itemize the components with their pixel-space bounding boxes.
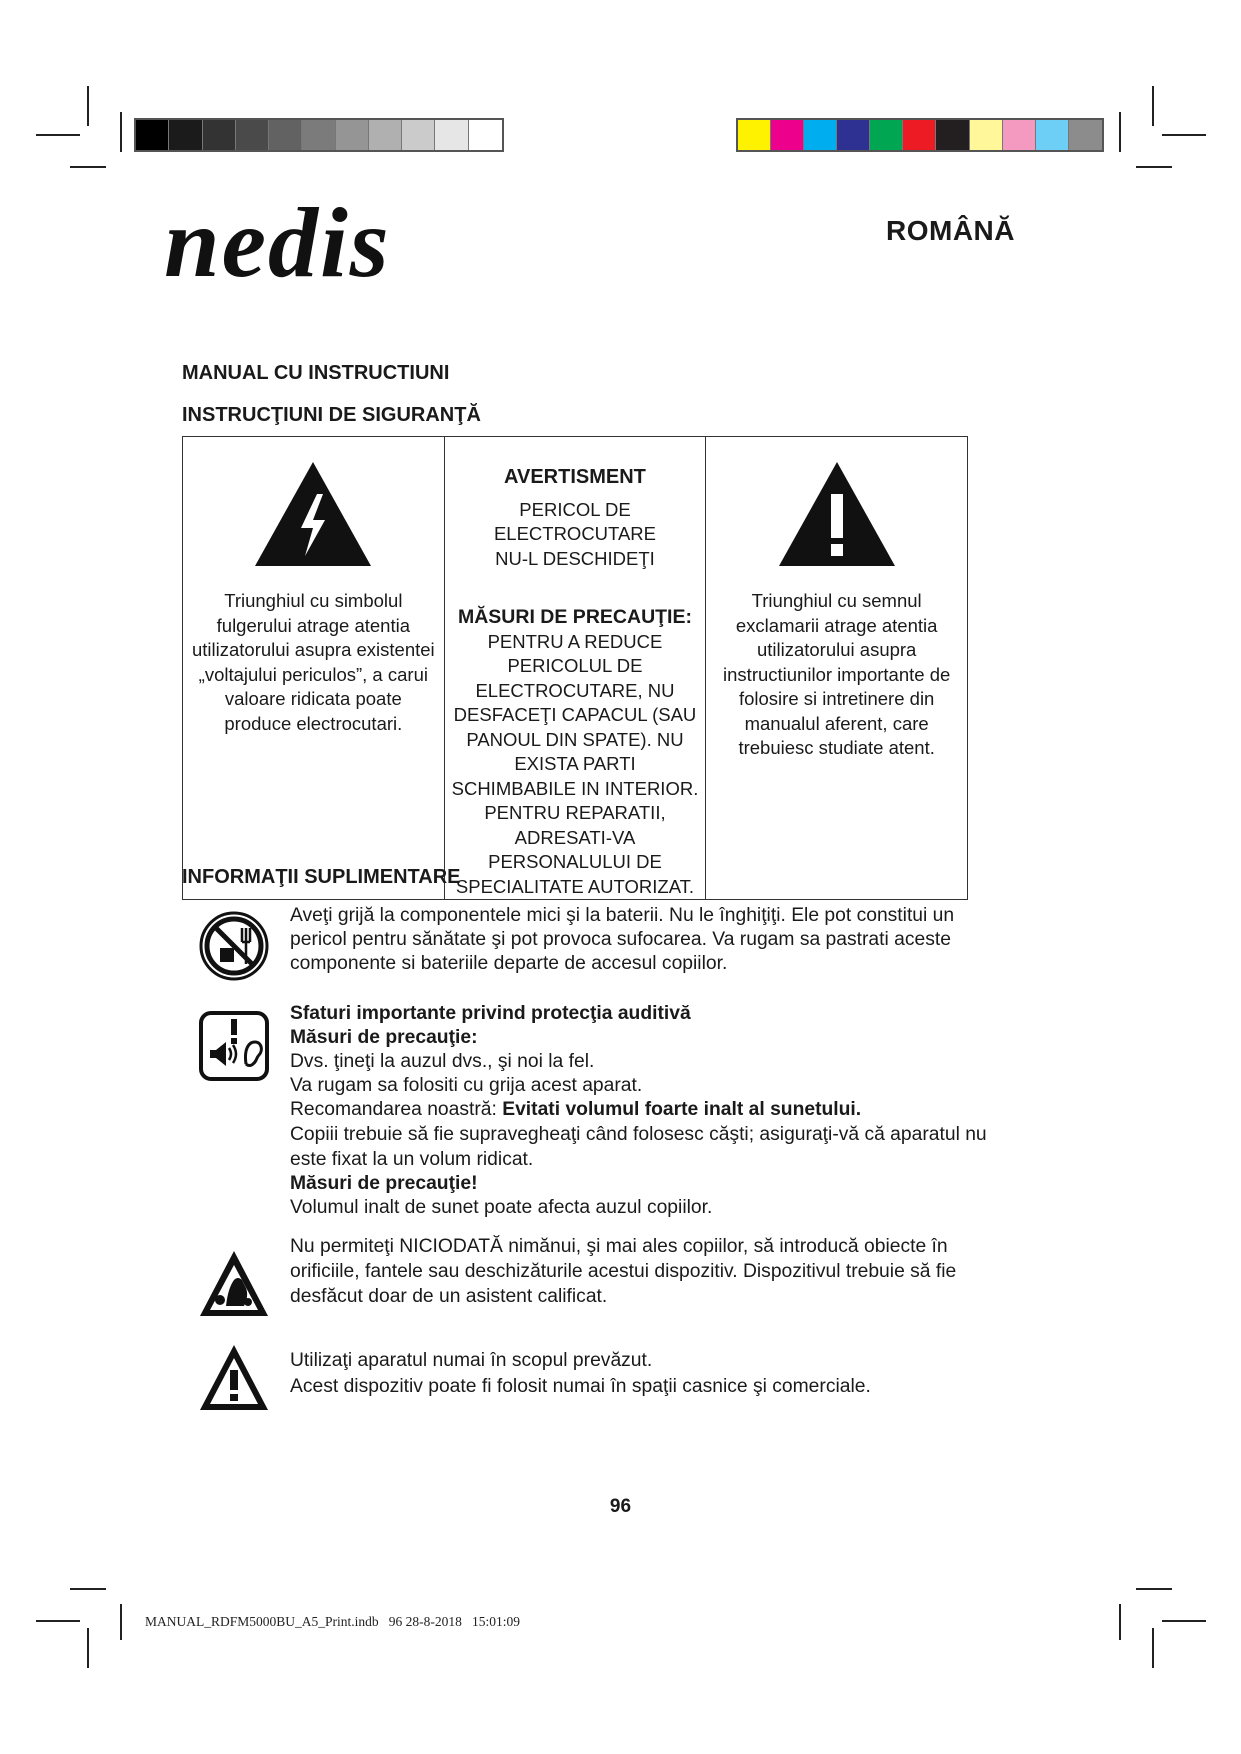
color-swatch (269, 120, 302, 150)
caution-title: MĂSURI DE PRECAUŢIE: (457, 606, 692, 628)
no-objects-text (290, 1234, 990, 1309)
exclamation-cell (706, 437, 968, 900)
grayscale-color-bar (134, 118, 504, 152)
hearing-line-2: Va rugam sa folositi cu grija acest aparat. (290, 1075, 643, 1096)
color-swatch (837, 120, 870, 150)
safety-warning-table (182, 436, 968, 900)
hearing-text (290, 1002, 990, 1220)
warning-line-2: NU-L DESCHIDEŢI (495, 547, 655, 569)
crop-mark (70, 166, 106, 168)
hearing-recommendation (290, 1098, 990, 1122)
lightning-description: Triunghiul cu simbolul fulgerului atrage atentia utilizatorului asupra existentei „voltajului periculos”, a carui valoare ridicata poate produce electrocutari. (191, 590, 435, 734)
small-parts-text (290, 904, 990, 976)
no-small-parts-icon (198, 910, 270, 982)
intended-use-line-1: Utilizaţi aparatul numai în scopul prevăzut. (290, 1350, 653, 1371)
cmyk-color-bar (736, 118, 1104, 152)
hearing-protection-icon (198, 1010, 270, 1082)
lightning-warning-icon (251, 458, 375, 570)
crop-mark (1162, 134, 1206, 136)
crop-mark (1152, 86, 1154, 126)
color-swatch (203, 120, 236, 150)
warning-title: AVERTISMENT (504, 466, 646, 488)
color-swatch (771, 120, 804, 150)
color-swatch (870, 120, 903, 150)
hearing-line-4: Volumul inalt de sunet poate afecta auzul copiilor. (290, 1197, 713, 1218)
manual-title: MANUAL CU INSTRUCTIUNI (182, 362, 450, 384)
crop-mark (1162, 1620, 1206, 1622)
color-swatch (903, 120, 936, 150)
warning-line-1: PERICOL DE ELECTROCUTARE (493, 498, 657, 544)
recommendation-prefix: Recomandarea noastră: (290, 1099, 503, 1120)
lightning-cell (183, 437, 445, 900)
color-swatch (970, 120, 1003, 150)
color-swatch (302, 120, 335, 150)
page-number: 96 (609, 1496, 632, 1517)
caution-text: PENTRU A REDUCE PERICOLUL DE ELECTROCUTARE, NU DESFACEŢI CAPACUL (SAU PANOUL DIN SPATE). NU EXISTA PARTI SCHIMBABILE IN INTERIOR. PENTRU REPARATII, ADRESATI-VA PERSONALULUI DE SPECIALITATE AUTORIZAT. (451, 630, 699, 897)
color-swatch (738, 120, 771, 150)
svg-text:nedis: nedis (164, 198, 391, 298)
color-swatch (435, 120, 468, 150)
color-swatch (469, 120, 502, 150)
color-swatch (236, 120, 269, 150)
color-swatch (936, 120, 969, 150)
color-swatch (1036, 120, 1069, 150)
crop-mark (36, 134, 80, 136)
no-objects-warning-icon (198, 1248, 270, 1320)
hearing-precaution-label: Măsuri de precauţie: (290, 1027, 478, 1048)
hearing-line-1: Dvs. ţineţi la auzul dvs., şi noi la fel. (290, 1051, 595, 1072)
crop-mark (1152, 1628, 1154, 1668)
hearing-title: Sfaturi importante privind protecţia auditivă (290, 1003, 691, 1024)
nedis-logo (158, 198, 478, 306)
crop-mark (1136, 1588, 1172, 1590)
print-slug: MANUAL_RDFM5000BU_A5_Print.indb 96 28-8-2018 15:01:09 (145, 1614, 521, 1629)
intended-use-line-2: Acest dispozitiv poate fi folosit numai în spaţii casnice şi comerciale. (290, 1376, 871, 1397)
color-swatch (1003, 120, 1036, 150)
color-swatch (804, 120, 837, 150)
additional-info-heading: INFORMAŢII SUPLIMENTARE (182, 866, 461, 888)
recommendation-bold: Evitati volumul foarte inalt al sunetului. (502, 1099, 862, 1120)
hearing-precaution-label-2: Măsuri de precauţie! (290, 1173, 478, 1194)
crop-mark (87, 1628, 89, 1668)
crop-mark (1119, 1604, 1121, 1640)
crop-mark (120, 112, 122, 152)
crop-mark (36, 1620, 80, 1622)
exclamation-description: Triunghiul cu semnul exclamarii atrage atentia utilizatorului asupra instructiunilor importante de folosire si intretinere din manualul aferent, care trebuiesc studiate atent. (723, 590, 951, 758)
color-swatch (402, 120, 435, 150)
crop-mark (1136, 166, 1172, 168)
color-swatch (369, 120, 402, 150)
intended-use-text (290, 1348, 990, 1400)
language-label: ROMÂNĂ (886, 215, 1015, 246)
crop-mark (70, 1588, 106, 1590)
color-swatch (336, 120, 369, 150)
exclamation-warning-icon (775, 458, 899, 570)
safety-heading: INSTRUCŢIUNI DE SIGURANŢĂ (182, 404, 481, 426)
caution-triangle-icon (198, 1342, 270, 1414)
crop-mark (1119, 112, 1121, 152)
color-swatch (136, 120, 169, 150)
no-objects-paragraph: Nu permiteţi NICIODATĂ nimănui, şi mai ales copiilor, să introducă obiecte în orificiile, fantele sau deschizăturile acestui dispozitiv. Dispozitivul trebuie să fie desfăcut doar de un asistent calificat. (290, 1236, 957, 1307)
small-parts-paragraph: Aveţi grijă la componentele mici şi la baterii. Nu le înghiţiţi. Ele pot constitui un pericol pentru sănătate şi pot provoca sufocarea. Va rugam sa pastrati aceste componente si bateriile departe de accesul copiilor. (290, 905, 955, 974)
color-swatch (169, 120, 202, 150)
crop-mark (120, 1604, 122, 1640)
crop-mark (87, 86, 89, 126)
warning-text-cell (444, 437, 706, 900)
color-swatch (1069, 120, 1102, 150)
hearing-line-3: Copiii trebuie să fie supravegheaţi când folosesc căşti; asiguraţi-vă că aparatul nu este fixat la un volum ridicat. (290, 1124, 987, 1170)
